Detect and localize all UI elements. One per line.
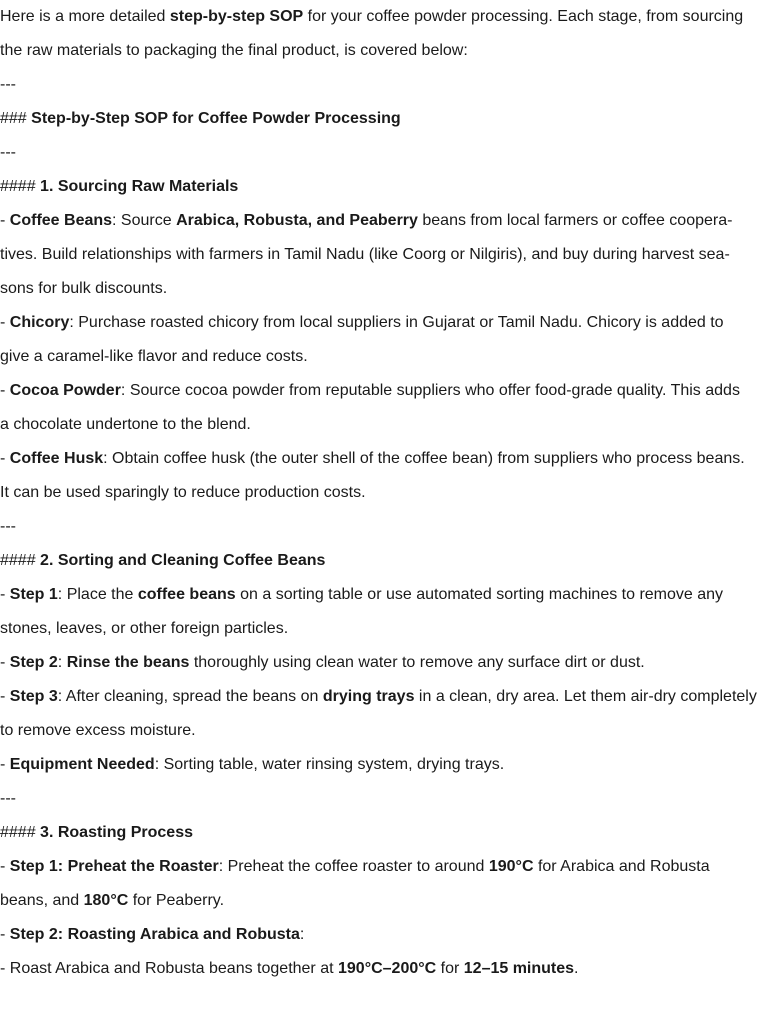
text-segment: give a caramel-like flavor and reduce costs. (0, 348, 308, 365)
text-segment: tives. Build relationships with farmers in Tamil Nadu (like Coorg or Nilgiris), and buy during harvest sea- (0, 246, 730, 263)
bold-text: 2. Sorting and Cleaning Coffee Beans (40, 552, 326, 569)
bold-text: Step 1 (9, 586, 58, 603)
text-segment: for Arabica and Robusta (533, 858, 710, 875)
bold-text: drying trays (322, 688, 415, 705)
bold-text: 190°C (488, 858, 534, 875)
bold-text: Rinse the beans (66, 654, 190, 671)
text-segment: : After cleaning, spread the beans on (57, 688, 323, 705)
bold-text: Arabica, Robusta, and Peaberry (176, 212, 418, 229)
text-segment: - (0, 586, 10, 603)
text-segment: for your coffee powder processing. Each stage, from sourcing (303, 8, 744, 25)
text-segment: --- (0, 76, 16, 93)
text-segment: - (0, 926, 10, 943)
bold-text: Step 3 (9, 688, 58, 705)
bold-text: Coffee Beans (9, 212, 113, 229)
bold-text: 3. Roasting Process (40, 824, 193, 841)
text-segment: : Sorting table, water rinsing system, drying trays. (154, 756, 505, 773)
text-segment: #### (0, 552, 41, 569)
text-line (0, 442, 768, 476)
text-segment: #### (0, 824, 41, 841)
text-line (0, 952, 768, 986)
text-segment: : (299, 926, 305, 943)
bold-text: Step 2 (9, 654, 58, 671)
text-line (0, 612, 768, 646)
text-segment: Here is a more detailed (0, 8, 170, 25)
text-segment: the raw materials to packaging the final product, is covered below: (0, 42, 468, 59)
text-segment: for Peaberry. (128, 892, 225, 909)
bold-text: Step-by-Step SOP for Coffee Powder Processing (31, 110, 401, 127)
text-segment: - Roast Arabica and Robusta beans together at (0, 960, 338, 977)
text-segment: thoroughly using clean water to remove any surface dirt or dust. (189, 654, 645, 671)
bold-text: Chicory (9, 314, 70, 331)
text-line (0, 170, 768, 204)
text-segment: . (574, 960, 579, 977)
bold-text: step-by-step SOP (169, 8, 304, 25)
text-segment: - (0, 858, 10, 875)
text-segment: : (57, 654, 67, 671)
text-segment: - (0, 212, 10, 229)
text-line (0, 476, 768, 510)
text-line (0, 272, 768, 306)
text-segment: sons for bulk discounts. (0, 280, 168, 297)
text-line (0, 136, 768, 170)
text-segment: --- (0, 518, 16, 535)
text-segment: for (436, 960, 464, 977)
text-line (0, 918, 768, 952)
text-segment: a chocolate undertone to the blend. (0, 416, 251, 433)
text-line (0, 102, 768, 136)
text-segment: : Preheat the coffee roaster to around (218, 858, 489, 875)
text-segment: to remove excess moisture. (0, 722, 196, 739)
text-segment: on a sorting table or use automated sorting machines to remove any (235, 586, 724, 603)
text-line (0, 306, 768, 340)
text-segment: - (0, 654, 10, 671)
bold-text: Step 1: Preheat the Roaster (9, 858, 219, 875)
text-segment: It can be used sparingly to reduce production costs. (0, 484, 366, 501)
text-segment: --- (0, 790, 16, 807)
text-segment: : Place the (57, 586, 138, 603)
text-line (0, 884, 768, 918)
text-segment: beans, and (0, 892, 84, 909)
text-segment: - (0, 314, 10, 331)
bold-text: 180°C (83, 892, 129, 909)
text-segment: beans from local farmers or coffee coopera- (417, 212, 733, 229)
text-line (0, 850, 768, 884)
bold-text: 12–15 minutes (463, 960, 575, 977)
text-line (0, 714, 768, 748)
text-line (0, 0, 768, 34)
bold-text: Equipment Needed (9, 756, 155, 773)
text-segment: : Source (112, 212, 177, 229)
text-line (0, 408, 768, 442)
bold-text: 190°C–200°C (338, 960, 437, 977)
bold-text: Cocoa Powder (9, 382, 121, 399)
text-segment: : Obtain coffee husk (the outer shell of the coffee bean) from suppliers who process beans. (103, 450, 745, 467)
text-line (0, 680, 768, 714)
text-line (0, 782, 768, 816)
text-segment: #### (0, 178, 41, 195)
text-segment: : Source cocoa powder from reputable suppliers who offer food-grade quality. This adds (120, 382, 740, 399)
text-line (0, 68, 768, 102)
text-segment: - (0, 382, 10, 399)
text-segment: - (0, 756, 10, 773)
text-line (0, 544, 768, 578)
text-line (0, 238, 768, 272)
text-segment: stones, leaves, or other foreign particles. (0, 620, 289, 637)
text-line (0, 816, 768, 850)
text-segment: : Purchase roasted chicory from local suppliers in Gujarat or Tamil Nadu. Chicory is added to (69, 314, 724, 331)
bold-text: Step 2: Roasting Arabica and Robusta (9, 926, 300, 943)
text-line (0, 646, 768, 680)
text-segment: in a clean, dry area. Let them air-dry completely (414, 688, 757, 705)
text-segment: - (0, 450, 10, 467)
text-line (0, 374, 768, 408)
text-line (0, 204, 768, 238)
text-segment: --- (0, 144, 16, 161)
bold-text: 1. Sourcing Raw Materials (40, 178, 239, 195)
text-segment: - (0, 688, 10, 705)
text-line (0, 578, 768, 612)
bold-text: coffee beans (137, 586, 236, 603)
bold-text: Coffee Husk (9, 450, 104, 467)
text-line (0, 510, 768, 544)
text-line (0, 748, 768, 782)
text-line (0, 34, 768, 68)
text-segment: ### (0, 110, 32, 127)
text-line (0, 340, 768, 374)
